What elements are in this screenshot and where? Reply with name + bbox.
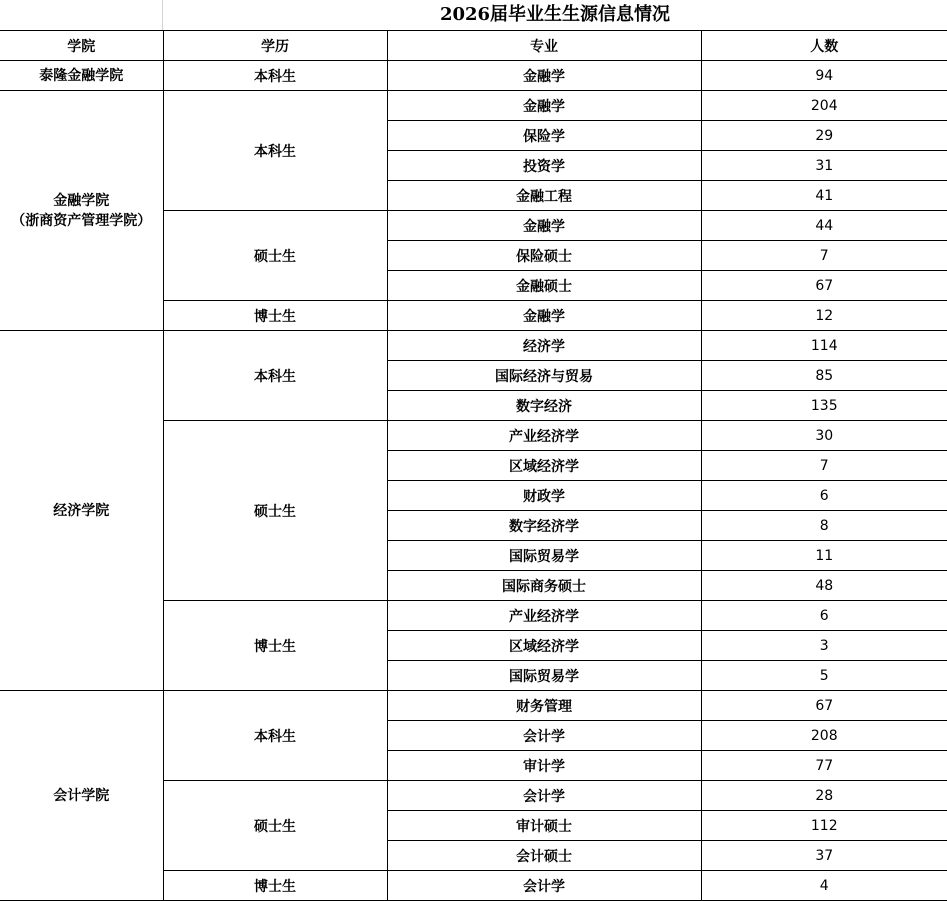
major-cell[interactable]: 金融学 <box>387 61 701 91</box>
degree-cell[interactable]: 博士生 <box>163 301 387 331</box>
degree-cell[interactable]: 硕士生 <box>163 421 387 601</box>
college-name: 会计学院 <box>53 787 110 804</box>
college-name: 经济学院 <box>53 502 110 519</box>
degree-cell[interactable]: 本科生 <box>163 61 387 91</box>
header-row <box>0 31 947 61</box>
count-cell[interactable]: 4 <box>701 871 947 901</box>
title-row <box>0 0 947 31</box>
empty-cell[interactable] <box>0 0 163 30</box>
major-cell[interactable]: 经济学 <box>387 331 701 361</box>
major-cell[interactable]: 数字经济 <box>387 391 701 421</box>
table-row <box>0 91 947 121</box>
major-cell[interactable]: 产业经济学 <box>387 601 701 631</box>
college-name: 泰隆金融学院 <box>39 67 124 84</box>
degree-cell[interactable]: 硕士生 <box>163 211 387 301</box>
major-cell[interactable]: 区域经济学 <box>387 631 701 661</box>
major-cell[interactable]: 国际贸易学 <box>387 541 701 571</box>
count-cell[interactable]: 28 <box>701 781 947 811</box>
table-row <box>0 691 947 721</box>
count-cell[interactable]: 6 <box>701 601 947 631</box>
count-cell[interactable]: 12 <box>701 301 947 331</box>
header-major[interactable]: 专业 <box>387 31 701 61</box>
degree-cell[interactable]: 博士生 <box>163 601 387 691</box>
major-cell[interactable]: 金融工程 <box>387 181 701 211</box>
degree-cell[interactable]: 博士生 <box>163 871 387 901</box>
count-cell[interactable]: 44 <box>701 211 947 241</box>
major-cell[interactable]: 产业经济学 <box>387 421 701 451</box>
count-cell[interactable]: 3 <box>701 631 947 661</box>
major-cell[interactable]: 国际经济与贸易 <box>387 361 701 391</box>
header-college[interactable]: 学院 <box>0 31 163 61</box>
count-cell[interactable]: 112 <box>701 811 947 841</box>
graduates-table <box>0 31 947 901</box>
table-body <box>0 31 947 901</box>
header-count[interactable]: 人数 <box>701 31 947 61</box>
major-cell[interactable]: 审计硕士 <box>387 811 701 841</box>
count-cell[interactable]: 94 <box>701 61 947 91</box>
count-cell[interactable]: 67 <box>701 691 947 721</box>
major-cell[interactable]: 财务管理 <box>387 691 701 721</box>
count-cell[interactable]: 6 <box>701 481 947 511</box>
page-title[interactable]: 2026届毕业生生源信息情况 <box>439 4 671 25</box>
count-cell[interactable]: 7 <box>701 451 947 481</box>
major-cell[interactable]: 会计硕士 <box>387 841 701 871</box>
count-cell[interactable]: 7 <box>701 241 947 271</box>
count-cell[interactable]: 77 <box>701 751 947 781</box>
count-cell[interactable]: 8 <box>701 511 947 541</box>
major-cell[interactable]: 金融学 <box>387 91 701 121</box>
college-cell[interactable] <box>0 91 163 331</box>
count-cell[interactable]: 41 <box>701 181 947 211</box>
college-cell[interactable] <box>0 61 163 91</box>
major-cell[interactable]: 保险硕士 <box>387 241 701 271</box>
college-name: （浙商资产管理学院） <box>11 212 152 229</box>
count-cell[interactable]: 37 <box>701 841 947 871</box>
major-cell[interactable]: 会计学 <box>387 871 701 901</box>
major-cell[interactable]: 审计学 <box>387 751 701 781</box>
major-cell[interactable]: 保险学 <box>387 121 701 151</box>
count-cell[interactable]: 208 <box>701 721 947 751</box>
major-cell[interactable]: 国际商务硕士 <box>387 571 701 601</box>
major-cell[interactable]: 金融学 <box>387 211 701 241</box>
count-cell[interactable]: 30 <box>701 421 947 451</box>
count-cell[interactable]: 135 <box>701 391 947 421</box>
count-cell[interactable]: 67 <box>701 271 947 301</box>
header-degree[interactable]: 学历 <box>163 31 387 61</box>
count-cell[interactable]: 114 <box>701 331 947 361</box>
table-row <box>0 61 947 91</box>
college-name: 金融学院 <box>53 192 110 209</box>
major-cell[interactable]: 会计学 <box>387 781 701 811</box>
count-cell[interactable]: 48 <box>701 571 947 601</box>
major-cell[interactable]: 区域经济学 <box>387 451 701 481</box>
count-cell[interactable]: 29 <box>701 121 947 151</box>
major-cell[interactable]: 投资学 <box>387 151 701 181</box>
count-cell[interactable]: 85 <box>701 361 947 391</box>
degree-cell[interactable]: 本科生 <box>163 91 387 211</box>
count-cell[interactable]: 11 <box>701 541 947 571</box>
college-cell[interactable] <box>0 331 163 691</box>
major-cell[interactable]: 金融硕士 <box>387 271 701 301</box>
degree-cell[interactable]: 本科生 <box>163 691 387 781</box>
table-row <box>0 331 947 361</box>
degree-cell[interactable]: 硕士生 <box>163 781 387 871</box>
count-cell[interactable]: 31 <box>701 151 947 181</box>
count-cell[interactable]: 204 <box>701 91 947 121</box>
degree-cell[interactable]: 本科生 <box>163 331 387 421</box>
major-cell[interactable]: 数字经济学 <box>387 511 701 541</box>
major-cell[interactable]: 国际贸易学 <box>387 661 701 691</box>
major-cell[interactable]: 金融学 <box>387 301 701 331</box>
major-cell[interactable]: 财政学 <box>387 481 701 511</box>
college-cell[interactable] <box>0 691 163 901</box>
major-cell[interactable]: 会计学 <box>387 721 701 751</box>
count-cell[interactable]: 5 <box>701 661 947 691</box>
